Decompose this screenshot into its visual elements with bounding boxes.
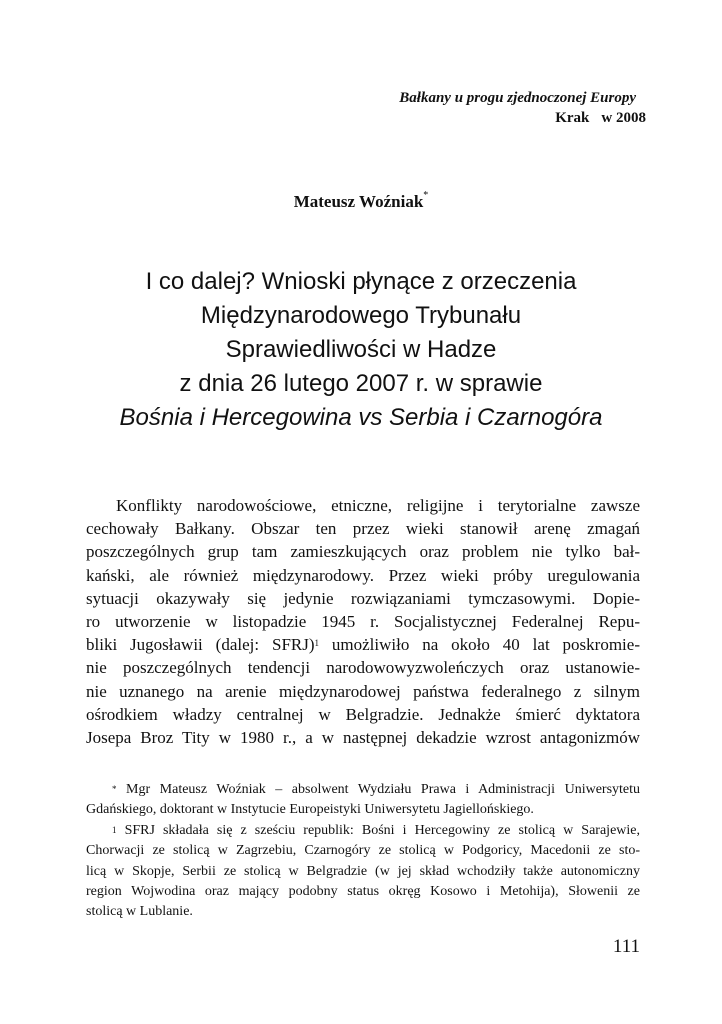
- body-paragraph: [86, 494, 640, 749]
- page-number: 111: [612, 936, 640, 957]
- title-line: Międzynarodowego Trybunału: [200, 302, 522, 329]
- article-title: [60, 265, 662, 435]
- footnote-line: region Wojwodina oraz mający podobny status okręg Kosowo i Metohija), Słowenii ze: [86, 884, 640, 900]
- body-line-with-ref: [86, 633, 640, 656]
- author-line: [0, 192, 722, 212]
- body-line-part: umożliwiło na około 40 lat poskromie-: [331, 635, 640, 655]
- header-place-year: [399, 108, 646, 128]
- footnotes: [86, 780, 640, 923]
- body-line: ośrodkiem władzy centralnej w Belgradzie. Jednakże śmierć dyktatora: [86, 704, 640, 724]
- header-year: w 2008: [601, 110, 646, 126]
- footnote-star-line: [86, 780, 640, 800]
- body-line: cechowały Bałkany. Obszar ten przez wieki stanowił arenę zmagań: [86, 519, 640, 539]
- title-line: Sprawiedliwości w Hadze: [225, 336, 497, 363]
- title-case-name: Bośnia i Hercegowina vs Serbia i Czarnogóra: [119, 404, 603, 431]
- body-line: Josepa Broz Tity w 1980 r., a w następnej dekadzie wzrost antagonizmów: [86, 728, 640, 748]
- author-name: Mateusz Woźniak: [293, 192, 424, 211]
- title-line: I co dalej? Wnioski płynące z orzeczenia: [145, 268, 577, 295]
- body-line: kański, ale również międzynarodowy. Przez wieki próby uregulowania: [86, 565, 640, 585]
- body-line: nie poszczególnych tendencji narodowowyzwoleńczych oraz ustanowie-: [86, 658, 640, 678]
- footnote-line: licą w Skopje, Serbii ze stolicą w Belgradzie (w jej skład wchodziły także autonomiczny: [86, 863, 640, 879]
- footnote-line: stolicą w Lublanie.: [86, 904, 193, 920]
- footnote-text: SFRJ składała się z sześciu republik: Bośni i Hercegowiny ze stolicą w Sarajewie,: [124, 822, 640, 838]
- header-place: Krak: [555, 110, 590, 126]
- body-line: poszczególnych grup tam zamieszkujących oraz problem nie tylko bał-: [86, 542, 640, 562]
- title-line: z dnia 26 lutego 2007 r. w sprawie: [179, 370, 543, 397]
- header-series-title: Bałkany u progu zjednoczonej Europy: [399, 90, 636, 106]
- footnote-1-mark: 1: [112, 824, 117, 835]
- footnote-star-mark: *: [112, 784, 117, 794]
- footnote-line: Chorwacji ze stolicą w Zagrzebiu, Czarnogóry ze stolicą w Podgoricy, Macedonii ze sto-: [86, 843, 640, 859]
- body-line: nie uznanego na arenie międzynarodowej państwa federalnego z silnym: [86, 681, 640, 701]
- body-line: Konflikty narodowościowe, etniczne, religijne i terytorialne zawsze: [116, 496, 640, 515]
- footnote-line: Gdańskiego, doktorant w Instytucie Europeistyki Uniwersytetu Jagiellońskiego.: [86, 802, 534, 818]
- body-line: sytuacji okazywały się jedynie rozwiązaniami tymczasowymi. Dopie-: [86, 588, 640, 608]
- footnote-ref-1: 1: [314, 638, 320, 649]
- running-header: [399, 88, 646, 128]
- footnote-1-line: [86, 821, 640, 841]
- author-footnote-mark: *: [423, 190, 429, 201]
- footnote-text: Mgr Mateusz Woźniak – absolwent Wydziału Prawa i Administracji Uniwersytetu: [126, 782, 641, 797]
- body-line: ro utworzenie w listopadzie 1945 r. Socjalistycznej Federalnej Repu-: [86, 612, 640, 632]
- body-line-part: bliki Jugosławii (dalej: SFRJ): [86, 635, 315, 655]
